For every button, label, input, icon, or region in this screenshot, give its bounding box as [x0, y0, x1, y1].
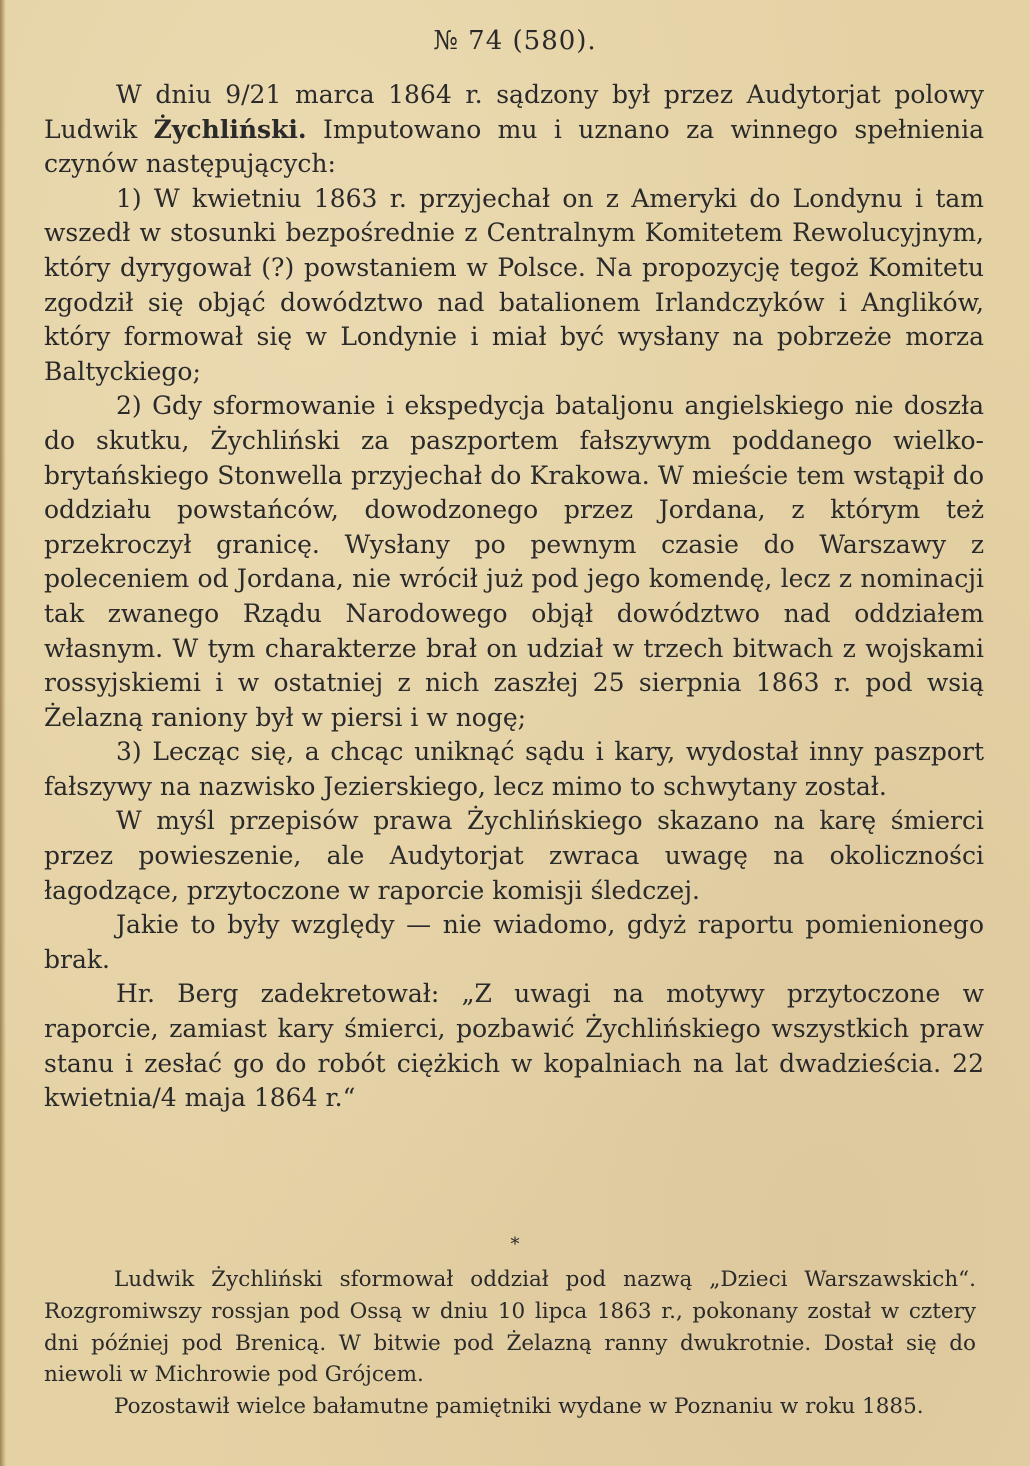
main-text — [44, 78, 984, 1116]
intro-text-after: Imputowano mu i uznano za winnego spełnienia czynów następujących: — [44, 114, 985, 179]
defendant-name: Żychliński. — [153, 114, 307, 144]
paragraph-sentence: W myśl przepisów prawa Żychlińskiego skazano na karę śmierci przez powieszenie, ale Audytorjat zwraca uwagę na okoliczności łagodzące, przytoczone w raporcie komisji śledczej. — [44, 806, 984, 905]
footnote-block — [44, 1264, 976, 1423]
section-divider: * — [510, 1234, 520, 1255]
paragraph-note: Jakie to były względy — nie wiadomo, gdyż raportu pomienionego brak. — [44, 910, 984, 974]
footnote-paragraph-1: Ludwik Żychliński sformował oddział pod nazwą „Dzieci Warszawskich“. Rozgromiwszy rossjan pod Ossą w dniu 10 lipca 1863 r., pokonany został w cztery dni później pod Brenicą. W bitwie pod Żelazną ranny dwukrotnie. Dostał się do niewoli w Michrowie pod Grójcem. — [44, 1267, 976, 1388]
paragraph-point-2: 2) Gdy sformowanie i ekspedycja bataljonu angielskiego nie doszła do skutku, Żychliński za paszportem fałszywym poddanego wielko-brytańskiego Stonwella przyjechał do Krakowa. W mieście tem wstąpił do oddziału powstańców, dowodzonego przez Jordana, z którym też przekroczył granicę. Wysłany po pewnym czasie do Warszawy z poleceniem od Jordana, nie wrócił już pod jego komendę, lecz z nominacji tak zwanego Rządu Narodowego objął dowództwo nad oddziałem własnym. W tym charakterze brał on udział w trzech bitwach z wojskami rossyjskiemi i w ostatniej z nich zaszłej 25 sierpnia 1863 r. pod wsią Żelazną raniony był w piersi i w nogę; — [44, 391, 984, 732]
intro-text-before: W dniu 9/21 marca 1864 r. sądzony był przez Audytorjat polowy Ludwik — [44, 80, 984, 144]
footnote-paragraph-2: Pozostawił wielce bałamutne pamiętniki wydane w Poznaniu w roku 1885. — [114, 1394, 924, 1420]
paragraph-intro — [44, 78, 984, 182]
paragraph-point-1: 1) W kwietniu 1863 r. przyjechał on z Ameryki do Londynu i tam wszedł w stosunki bezpośrednie z Centralnym Komitetem Rewolucyjnym, który dyrygował (?) powstaniem w Polsce. Na propozycję tegoż Komitetu zgodził się objąć dowództwo nad batalionem Irlandczyków i Anglików, który formował się w Londynie i miał być wysłany na pobrzeże morza Baltyckiego; — [44, 183, 984, 386]
paragraph-decree: Hr. Berg zadekretował: „Z uwagi na motywy przytoczone w raporcie, zamiast kary śmierci, pozbawić Żychlińskiego wszystkich praw stanu i zesłać go do robót ciężkich w kopalniach na lat dwadzieścia. 22 kwietnia/4 maja 1864 r.“ — [44, 979, 984, 1113]
page-header: № 74 (580). — [433, 26, 597, 56]
paragraph-point-3: 3) Lecząc się, a chcąc uniknąć sądu i kary, wydostał inny paszport fałszywy na nazwisko Jezierskiego, lecz mimo to schwytany został. — [44, 737, 984, 801]
